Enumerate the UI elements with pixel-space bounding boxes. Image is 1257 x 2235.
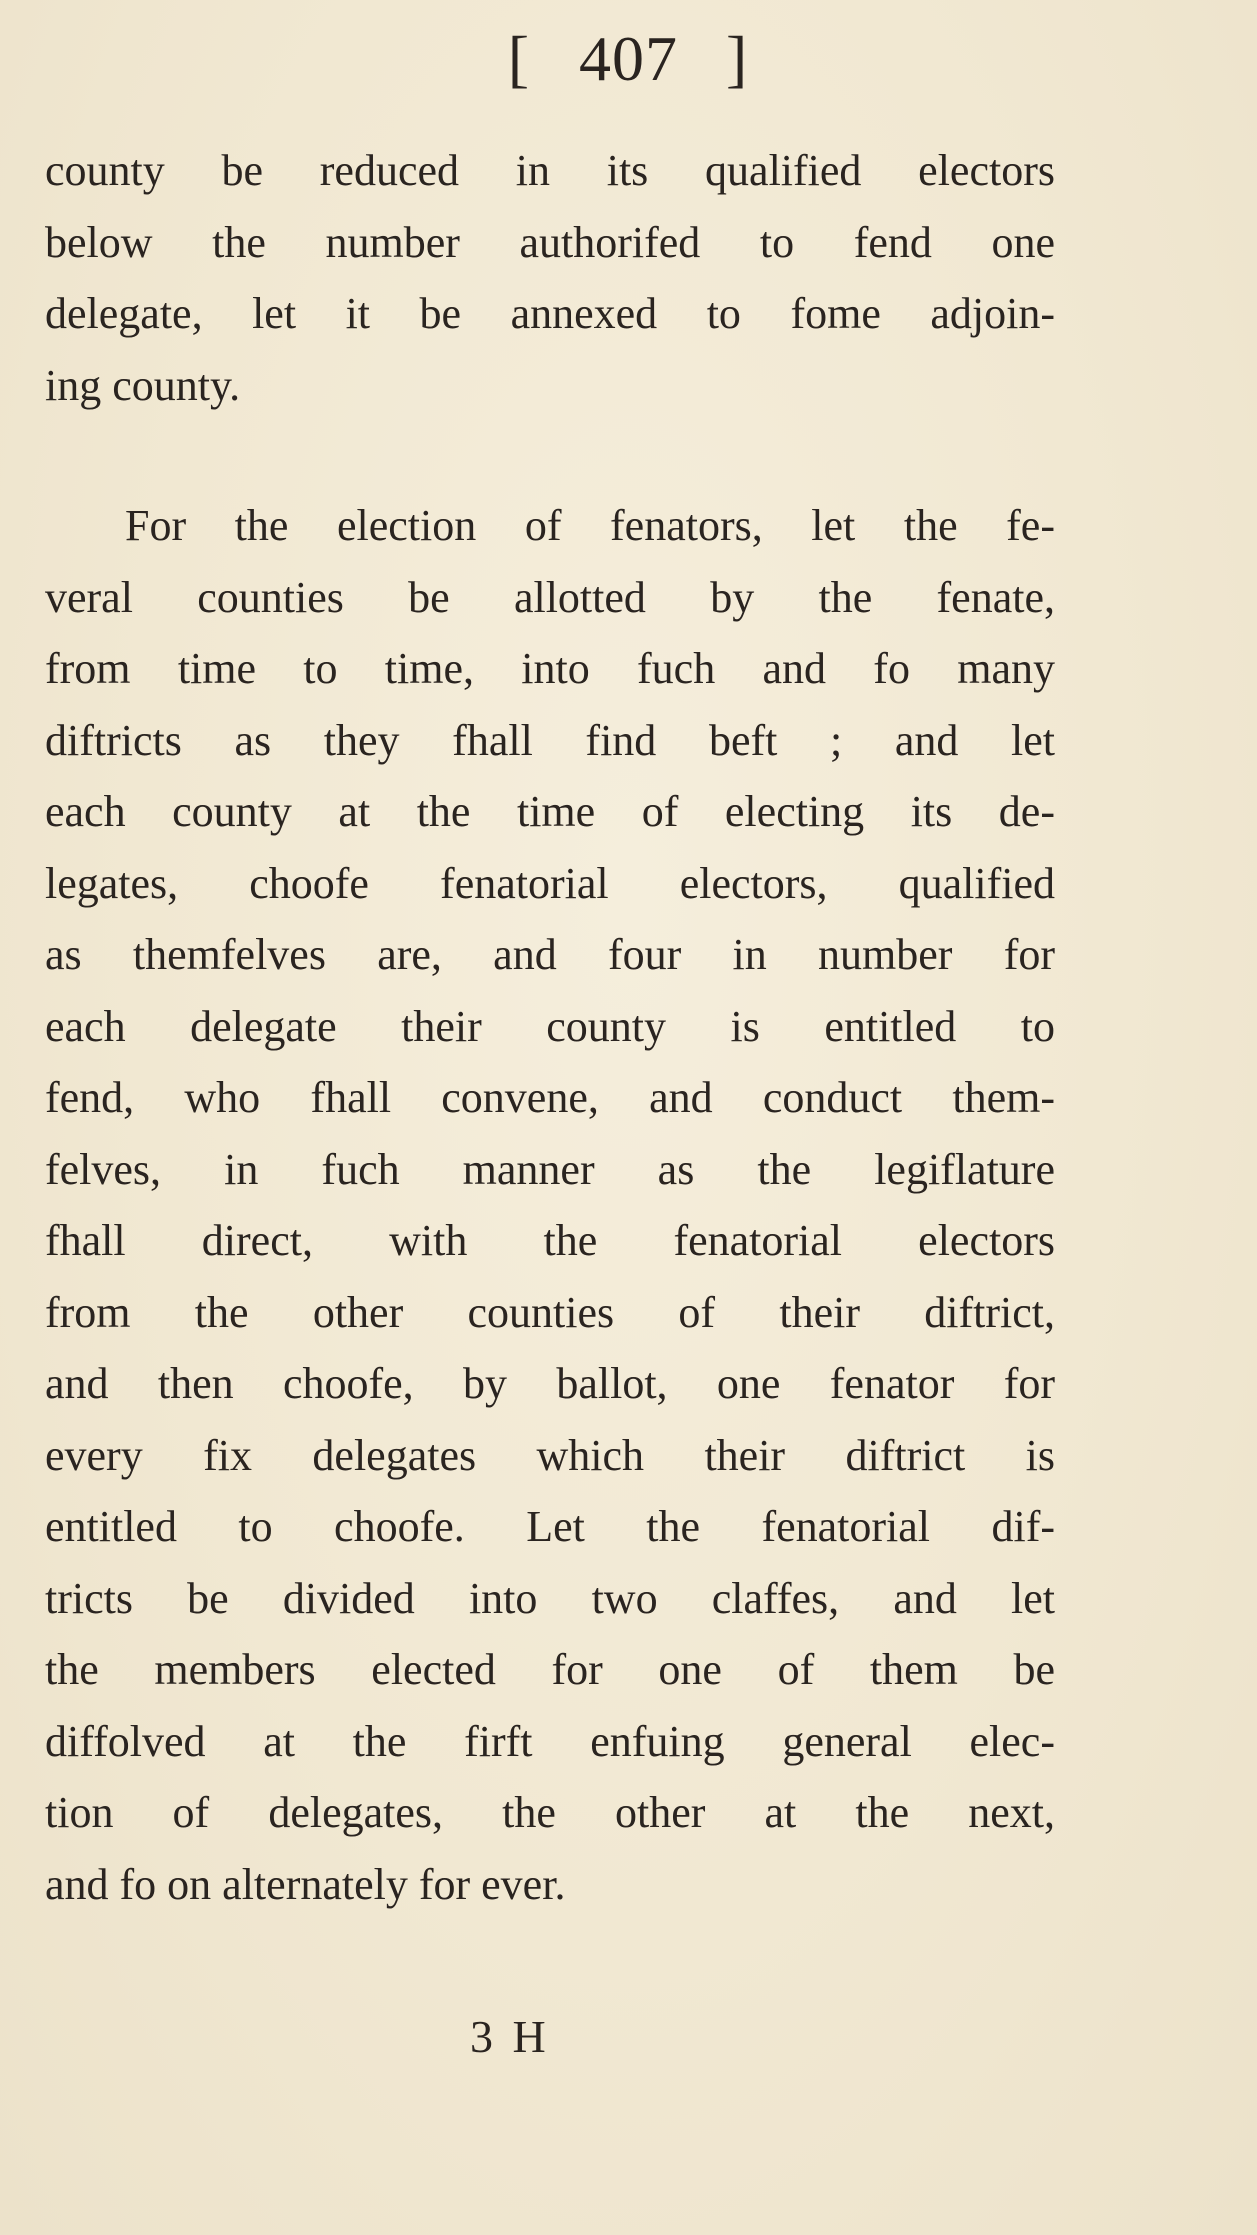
text-line: legates, choofe fenatorial electors, qualified xyxy=(45,858,1055,908)
page-number: 407 xyxy=(579,23,678,94)
text-line: delegate, let it be annexed to fome adjoin- xyxy=(45,289,1055,338)
paragraph-continuation xyxy=(45,135,1055,421)
page-header xyxy=(0,22,1257,96)
text-line: each county at the time of electing its de- xyxy=(45,787,1055,836)
text-line: fend, who fhall convene, and conduct them- xyxy=(45,1073,1055,1122)
text-line: and then choofe, by ballot, one fenator for xyxy=(45,1359,1055,1408)
text-line: each delegate their county is entitled to xyxy=(45,1001,1055,1051)
text-line: veral counties be allotted by the fenate, xyxy=(45,572,1055,622)
text-line: and fo on alternately for ever. xyxy=(45,1859,566,1909)
text-line: from time to time, into fuch and fo many xyxy=(45,644,1055,693)
text-line: from the other counties of their diftrict, xyxy=(45,1287,1055,1337)
text-line: fhall direct, with the fenatorial electors xyxy=(45,1216,1055,1265)
header-bracket-close: ] xyxy=(726,23,750,94)
signature-mark: 3 H xyxy=(470,2011,550,2062)
text-line: ing county. xyxy=(45,360,241,410)
text-line: the members elected for one of them be xyxy=(45,1645,1055,1694)
text-line: tion of delegates, the other at the next, xyxy=(45,1788,1055,1837)
text-line: every fix delegates which their diftrict is xyxy=(45,1430,1055,1480)
text-line: as themfelves are, and four in number for xyxy=(45,930,1055,979)
header-bracket-open: [ xyxy=(507,23,531,94)
text-line: tricts be divided into two claffes, and let xyxy=(45,1573,1055,1623)
text-line: For the election of fenators, let the fe- xyxy=(125,501,1055,550)
text-line: diftricts as they fhall find beft ; and let xyxy=(45,715,1055,765)
text-line: county be reduced in its qualified electors xyxy=(45,146,1055,195)
text-line: diffolved at the firft enfuing general elec- xyxy=(45,1716,1055,1766)
paragraph-senators xyxy=(45,490,1055,1920)
text-line: felves, in fuch manner as the legiflature xyxy=(45,1144,1055,1194)
text-line: below the number authorifed to fend one xyxy=(45,217,1055,267)
text-line: entitled to choofe. Let the fenatorial dif- xyxy=(45,1502,1055,1551)
